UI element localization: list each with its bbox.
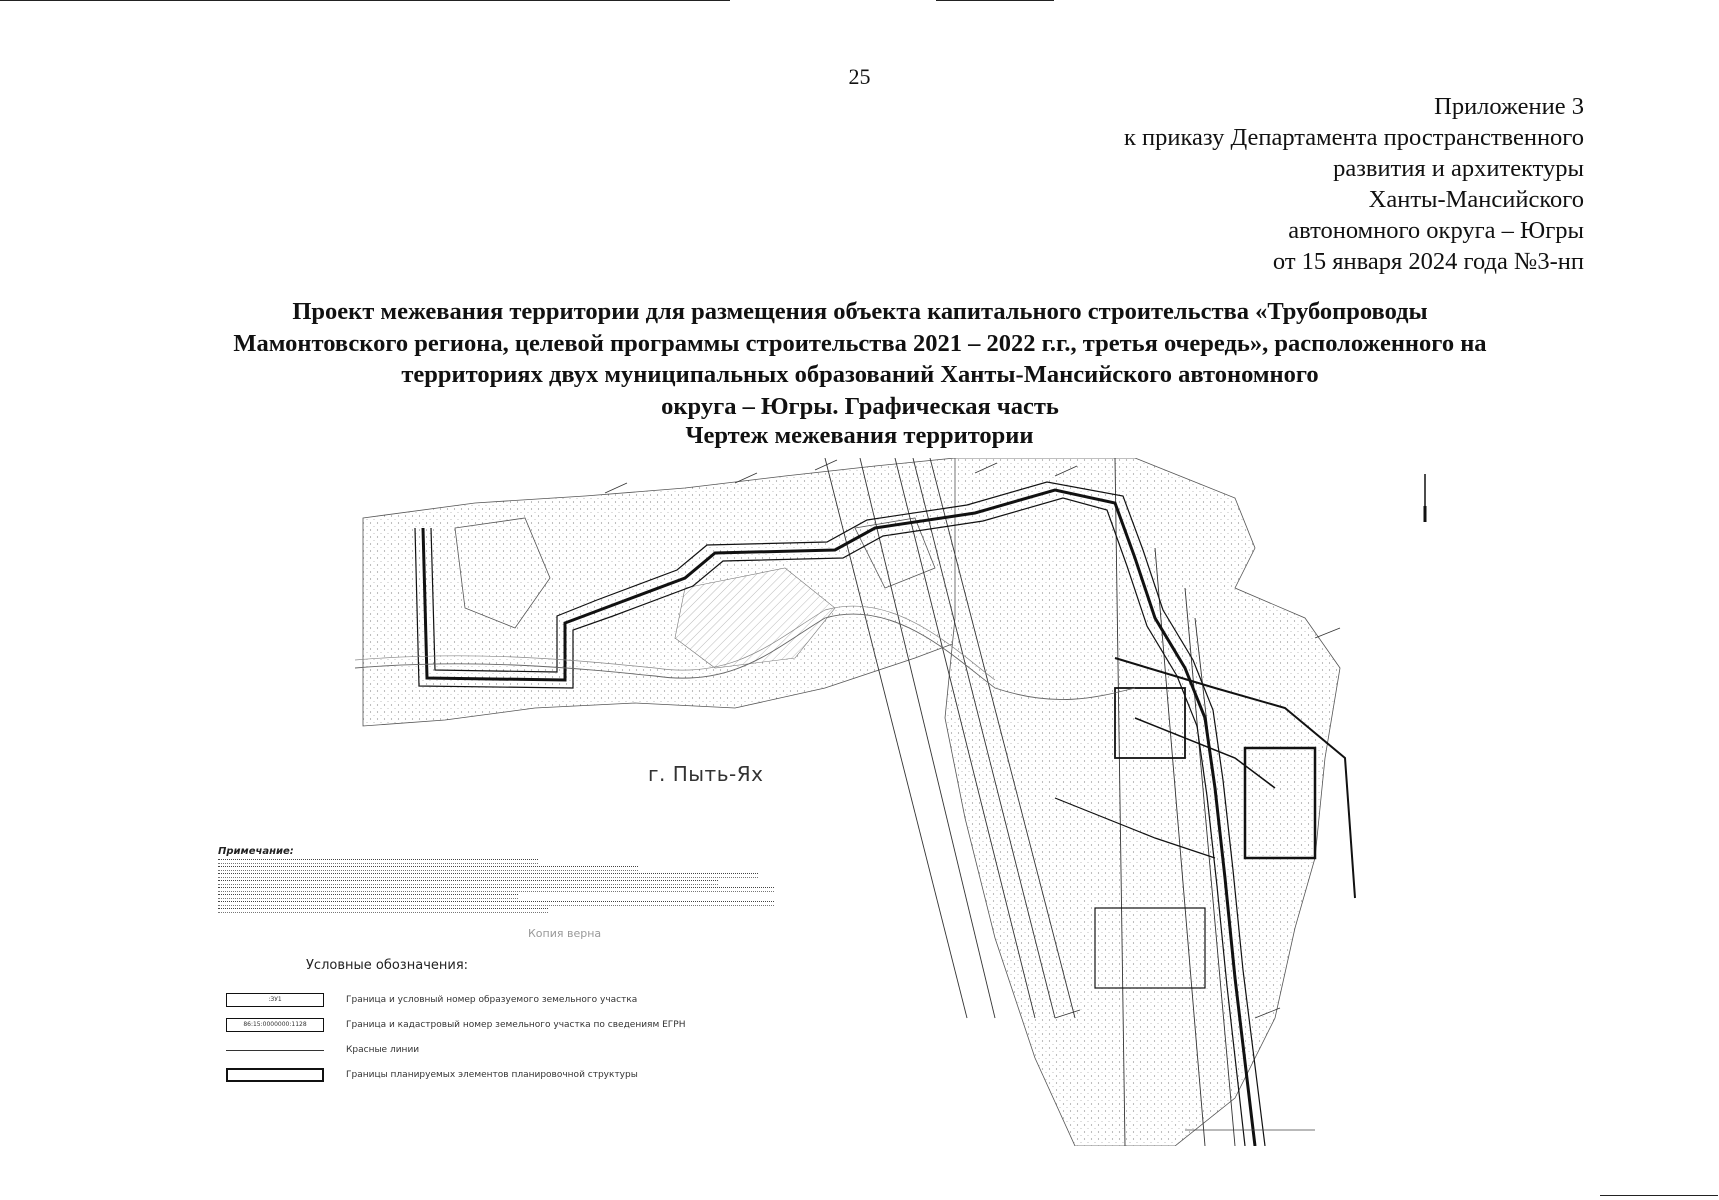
title-line: территориях двух муниципальных образований Ханты-Мансийского автономного [401, 361, 1319, 388]
legend-text: Граница и кадастровый номер земельного участка по сведениям ЕГРН [346, 1020, 686, 1030]
appendix-line: Приложение 3 [1434, 93, 1584, 120]
title-line: округа – Югры. Графическая часть [661, 392, 1059, 420]
appendix-line: Ханты-Мансийского [1368, 186, 1584, 213]
top-edge-mark-2 [936, 0, 1054, 1]
terrain-area-east [945, 458, 1340, 1146]
legend-text: Красные линии [346, 1045, 420, 1055]
legend-item [226, 1039, 796, 1061]
appendix-line: к приказу Департамента пространственного [1124, 124, 1584, 151]
notes-line [218, 866, 638, 871]
bottom-edge-mark [1600, 1195, 1718, 1196]
legend-text: Граница и условный номер образуемого земельного участка [346, 995, 638, 1005]
legend-title: Условные обозначения: [306, 958, 469, 973]
page-number: 25 [848, 64, 871, 89]
document-subtitle: Чертеж межевания территории [685, 422, 1034, 449]
map-town-label: г. Пыть-Ях [648, 762, 764, 786]
top-edge-mark [0, 0, 730, 1]
appendix-line: развития и архитектуры [1333, 155, 1584, 182]
document-title [140, 296, 1580, 422]
legend-item [226, 1064, 796, 1086]
appendix-line: автономного округа – Югры [1288, 217, 1584, 244]
legend-symbol-box: :ЗУ1 [226, 993, 324, 1007]
legend-symbol-double [226, 1068, 324, 1082]
north-arrow-icon [1419, 462, 1431, 524]
legend-item [226, 1014, 796, 1036]
copy-stamp: Копия верна [528, 927, 602, 940]
drawing-notes [218, 846, 778, 913]
notes-line [218, 880, 718, 885]
appendix-line: от 15 января 2024 года №3-нп [1272, 248, 1584, 275]
notes-line [218, 901, 774, 906]
legend [226, 958, 796, 1089]
notes-title: Примечание: [218, 846, 294, 857]
legend-item [226, 989, 796, 1011]
notes-line [218, 873, 758, 878]
title-line: Проект межевания территории для размещения объекта капитального строительства «Трубопроводы [292, 298, 1428, 325]
appendix-block [1124, 91, 1584, 277]
notes-line [218, 894, 518, 899]
legend-text: Границы планируемых элементов планировочной структуры [346, 1070, 638, 1080]
title-line: Мамонтовского региона, целевой программы строительства 2021 – 2022 г.г., третья очередь», расположенного на [233, 329, 1487, 357]
legend-symbol-box: 86:15:0000000:1128 [226, 1018, 324, 1032]
notes-line [218, 887, 774, 892]
legend-symbol-line [226, 1043, 324, 1057]
notes-line [218, 908, 548, 913]
notes-line [218, 859, 538, 864]
